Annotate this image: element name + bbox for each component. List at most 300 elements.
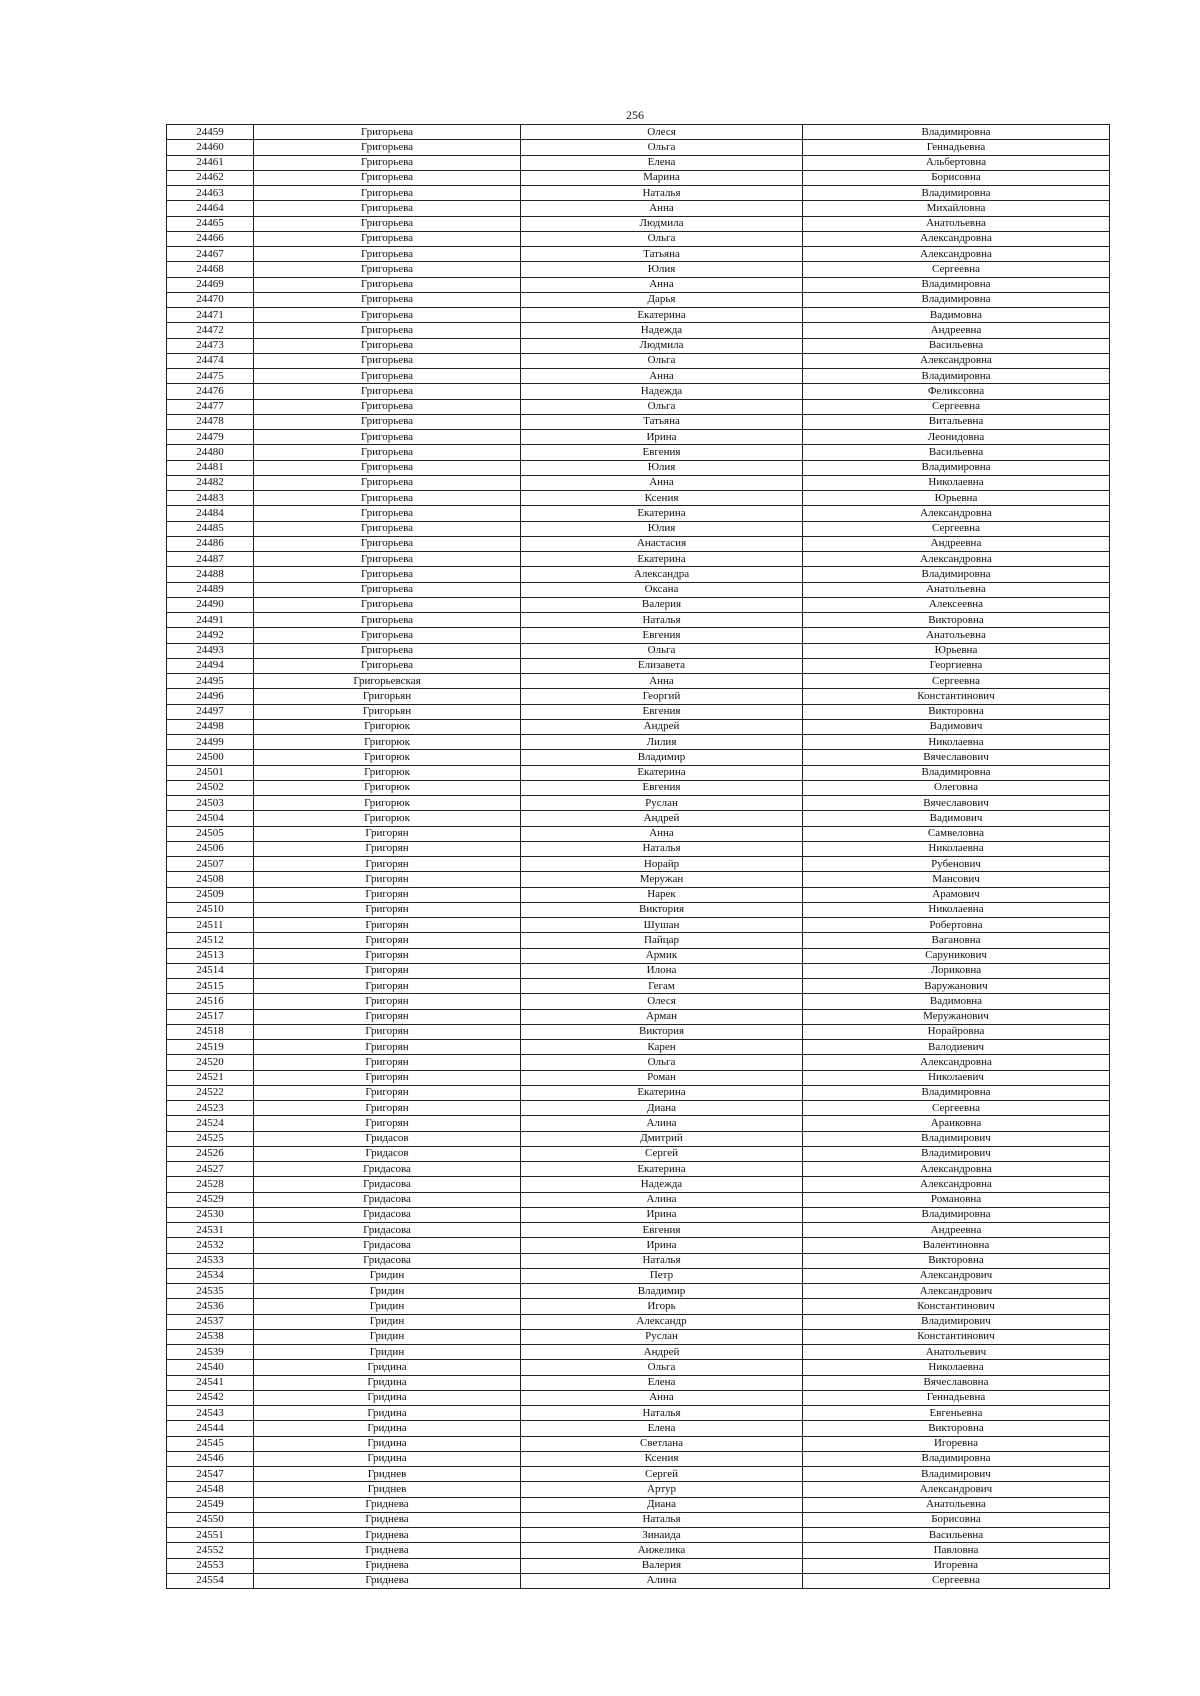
patronymic-cell: Юрьевна	[803, 491, 1110, 506]
last-name-cell: Гридина	[254, 1375, 521, 1390]
table-row	[167, 430, 1110, 445]
first-name-cell: Лилия	[521, 735, 803, 750]
patronymic-cell: Сергеевна	[803, 262, 1110, 277]
patronymic-cell: Владимировна	[803, 765, 1110, 780]
table-row	[167, 521, 1110, 536]
first-name-cell: Анна	[521, 277, 803, 292]
row-number-cell: 24497	[167, 704, 254, 719]
row-number-cell: 24519	[167, 1040, 254, 1055]
row-number-cell: 24544	[167, 1421, 254, 1436]
first-name-cell: Наталья	[521, 613, 803, 628]
first-name-cell: Сергей	[521, 1467, 803, 1482]
row-number-cell: 24505	[167, 826, 254, 841]
table-row	[167, 704, 1110, 719]
patronymic-cell: Валодиевич	[803, 1040, 1110, 1055]
row-number-cell: 24462	[167, 170, 254, 185]
last-name-cell: Гридин	[254, 1314, 521, 1329]
patronymic-cell: Борисовна	[803, 1512, 1110, 1527]
row-number-cell: 24482	[167, 475, 254, 490]
first-name-cell: Зинаида	[521, 1528, 803, 1543]
last-name-cell: Гридасов	[254, 1146, 521, 1161]
row-number-cell: 24516	[167, 994, 254, 1009]
last-name-cell: Григорян	[254, 1070, 521, 1085]
row-number-cell: 24491	[167, 613, 254, 628]
table-row	[167, 765, 1110, 780]
table-row	[167, 948, 1110, 963]
row-number-cell: 24480	[167, 445, 254, 460]
first-name-cell: Наталья	[521, 1253, 803, 1268]
table-row	[167, 963, 1110, 978]
first-name-cell: Наталья	[521, 1512, 803, 1527]
patronymic-cell: Вадимовна	[803, 308, 1110, 323]
first-name-cell: Анна	[521, 369, 803, 384]
first-name-cell: Ирина	[521, 430, 803, 445]
first-name-cell: Меружан	[521, 872, 803, 887]
patronymic-cell: Владимирович	[803, 1314, 1110, 1329]
table-row	[167, 918, 1110, 933]
row-number-cell: 24517	[167, 1009, 254, 1024]
row-number-cell: 24550	[167, 1512, 254, 1527]
patronymic-cell: Самвеловна	[803, 826, 1110, 841]
table-row	[167, 353, 1110, 368]
row-number-cell: 24468	[167, 262, 254, 277]
table-row	[167, 247, 1110, 262]
patronymic-cell: Норайровна	[803, 1024, 1110, 1039]
row-number-cell: 24477	[167, 399, 254, 414]
table-row	[167, 902, 1110, 917]
first-name-cell: Анна	[521, 475, 803, 490]
last-name-cell: Григорьева	[254, 353, 521, 368]
first-name-cell: Евгения	[521, 704, 803, 719]
row-number-cell: 24486	[167, 536, 254, 551]
patronymic-cell: Меружанович	[803, 1009, 1110, 1024]
row-number-cell: 24543	[167, 1406, 254, 1421]
patronymic-cell: Владимировна	[803, 1085, 1110, 1100]
row-number-cell: 24546	[167, 1451, 254, 1466]
table-row	[167, 674, 1110, 689]
table-row	[167, 872, 1110, 887]
last-name-cell: Григорьева	[254, 475, 521, 490]
last-name-cell: Гриднев	[254, 1467, 521, 1482]
last-name-cell: Гридин	[254, 1345, 521, 1360]
table-row	[167, 1497, 1110, 1512]
last-name-cell: Григорьева	[254, 277, 521, 292]
row-number-cell: 24511	[167, 918, 254, 933]
last-name-cell: Григорьева	[254, 521, 521, 536]
row-number-cell: 24537	[167, 1314, 254, 1329]
patronymic-cell: Олеговна	[803, 780, 1110, 795]
last-name-cell: Григорюк	[254, 796, 521, 811]
patronymic-cell: Геннадьевна	[803, 1390, 1110, 1405]
first-name-cell: Георгий	[521, 689, 803, 704]
first-name-cell: Светлана	[521, 1436, 803, 1451]
first-name-cell: Анна	[521, 201, 803, 216]
row-number-cell: 24487	[167, 552, 254, 567]
table-row	[167, 1543, 1110, 1558]
last-name-cell: Григорьева	[254, 582, 521, 597]
first-name-cell: Ирина	[521, 1207, 803, 1222]
last-name-cell: Гридина	[254, 1421, 521, 1436]
patronymic-cell: Константинович	[803, 1299, 1110, 1314]
row-number-cell: 24521	[167, 1070, 254, 1085]
last-name-cell: Григорьева	[254, 491, 521, 506]
row-number-cell: 24535	[167, 1284, 254, 1299]
first-name-cell: Анастасия	[521, 536, 803, 551]
patronymic-cell: Леонидовна	[803, 430, 1110, 445]
first-name-cell: Алина	[521, 1573, 803, 1588]
patronymic-cell: Владимировна	[803, 460, 1110, 475]
patronymic-cell: Васильевна	[803, 1528, 1110, 1543]
patronymic-cell: Константинович	[803, 689, 1110, 704]
last-name-cell: Григорян	[254, 1024, 521, 1039]
first-name-cell: Армик	[521, 948, 803, 963]
last-name-cell: Григорьева	[254, 643, 521, 658]
patronymic-cell: Анатольевна	[803, 1497, 1110, 1512]
patronymic-cell: Николаевна	[803, 1360, 1110, 1375]
last-name-cell: Григорян	[254, 1040, 521, 1055]
last-name-cell: Григорян	[254, 948, 521, 963]
last-name-cell: Григорьева	[254, 628, 521, 643]
row-number-cell: 24496	[167, 689, 254, 704]
patronymic-cell: Александрович	[803, 1482, 1110, 1497]
last-name-cell: Гридина	[254, 1436, 521, 1451]
last-name-cell: Григорьева	[254, 231, 521, 246]
patronymic-cell: Вячеславович	[803, 750, 1110, 765]
row-number-cell: 24489	[167, 582, 254, 597]
last-name-cell: Григорян	[254, 979, 521, 994]
table-row	[167, 292, 1110, 307]
last-name-cell: Гриднева	[254, 1558, 521, 1573]
first-name-cell: Гегам	[521, 979, 803, 994]
table-row	[167, 628, 1110, 643]
first-name-cell: Владимир	[521, 750, 803, 765]
table-row	[167, 582, 1110, 597]
last-name-cell: Гридасова	[254, 1238, 521, 1253]
table-row	[167, 811, 1110, 826]
table-row	[167, 1345, 1110, 1360]
row-number-cell: 24467	[167, 247, 254, 262]
last-name-cell: Григорюк	[254, 780, 521, 795]
first-name-cell: Норайр	[521, 857, 803, 872]
last-name-cell: Григорьева	[254, 445, 521, 460]
last-name-cell: Григорян	[254, 902, 521, 917]
table-row	[167, 1390, 1110, 1405]
first-name-cell: Ольга	[521, 643, 803, 658]
patronymic-cell: Саруникович	[803, 948, 1110, 963]
row-number-cell: 24514	[167, 963, 254, 978]
patronymic-cell: Николаевна	[803, 902, 1110, 917]
table-row	[167, 277, 1110, 292]
last-name-cell: Григорян	[254, 1101, 521, 1116]
patronymic-cell: Анатольевич	[803, 1345, 1110, 1360]
row-number-cell: 24465	[167, 216, 254, 231]
patronymic-cell: Александровна	[803, 231, 1110, 246]
patronymic-cell: Араиковна	[803, 1116, 1110, 1131]
table-row	[167, 186, 1110, 201]
table-row	[167, 643, 1110, 658]
last-name-cell: Григорян	[254, 933, 521, 948]
table-row	[167, 536, 1110, 551]
patronymic-cell: Рубенович	[803, 857, 1110, 872]
row-number-cell: 24503	[167, 796, 254, 811]
patronymic-cell: Вадимович	[803, 719, 1110, 734]
first-name-cell: Елена	[521, 1421, 803, 1436]
table-row	[167, 384, 1110, 399]
row-number-cell: 24506	[167, 841, 254, 856]
last-name-cell: Григорьева	[254, 308, 521, 323]
row-number-cell: 24460	[167, 140, 254, 155]
last-name-cell: Григорьян	[254, 689, 521, 704]
row-number-cell: 24469	[167, 277, 254, 292]
patronymic-cell: Павловна	[803, 1543, 1110, 1558]
first-name-cell: Алина	[521, 1116, 803, 1131]
row-number-cell: 24548	[167, 1482, 254, 1497]
row-number-cell: 24518	[167, 1024, 254, 1039]
table-row	[167, 1421, 1110, 1436]
patronymic-cell: Александрович	[803, 1284, 1110, 1299]
row-number-cell: 24531	[167, 1223, 254, 1238]
patronymic-cell: Алексеевна	[803, 597, 1110, 612]
row-number-cell: 24478	[167, 414, 254, 429]
table-row	[167, 1375, 1110, 1390]
row-number-cell: 24504	[167, 811, 254, 826]
last-name-cell: Григорюк	[254, 765, 521, 780]
first-name-cell: Артур	[521, 1482, 803, 1497]
first-name-cell: Людмила	[521, 216, 803, 231]
row-number-cell: 24475	[167, 369, 254, 384]
table-row	[167, 1131, 1110, 1146]
first-name-cell: Татьяна	[521, 247, 803, 262]
patronymic-cell: Вячеславовна	[803, 1375, 1110, 1390]
row-number-cell: 24536	[167, 1299, 254, 1314]
last-name-cell: Григорьева	[254, 201, 521, 216]
patronymic-cell: Владимировна	[803, 369, 1110, 384]
first-name-cell: Анжелика	[521, 1543, 803, 1558]
first-name-cell: Олеся	[521, 994, 803, 1009]
table-row	[167, 140, 1110, 155]
row-number-cell: 24520	[167, 1055, 254, 1070]
row-number-cell: 24470	[167, 292, 254, 307]
page-number: 256	[626, 108, 644, 122]
patronymic-cell: Васильевна	[803, 338, 1110, 353]
first-name-cell: Шушан	[521, 918, 803, 933]
table-row	[167, 155, 1110, 170]
first-name-cell: Ксения	[521, 491, 803, 506]
first-name-cell: Андрей	[521, 811, 803, 826]
first-name-cell: Анна	[521, 674, 803, 689]
patronymic-cell: Викторовна	[803, 1421, 1110, 1436]
last-name-cell: Гриднев	[254, 1482, 521, 1497]
patronymic-cell: Владимирович	[803, 1467, 1110, 1482]
table-row	[167, 1009, 1110, 1024]
row-number-cell: 24533	[167, 1253, 254, 1268]
table-row	[167, 933, 1110, 948]
table-row	[167, 475, 1110, 490]
last-name-cell: Григорян	[254, 1085, 521, 1100]
table-row	[167, 262, 1110, 277]
row-number-cell: 24459	[167, 125, 254, 140]
last-name-cell: Григорюк	[254, 719, 521, 734]
table-row	[167, 613, 1110, 628]
table-row	[167, 1223, 1110, 1238]
first-name-cell: Анна	[521, 826, 803, 841]
patronymic-cell: Владимировна	[803, 125, 1110, 140]
patronymic-cell: Лориковна	[803, 963, 1110, 978]
first-name-cell: Евгения	[521, 628, 803, 643]
patronymic-cell: Владимирович	[803, 1146, 1110, 1161]
table-row	[167, 1024, 1110, 1039]
last-name-cell: Гридина	[254, 1390, 521, 1405]
first-name-cell: Валерия	[521, 1558, 803, 1573]
last-name-cell: Григорьева	[254, 262, 521, 277]
row-number-cell: 24481	[167, 460, 254, 475]
table-row	[167, 216, 1110, 231]
first-name-cell: Екатерина	[521, 308, 803, 323]
last-name-cell: Григорьева	[254, 125, 521, 140]
patronymic-cell: Владимировна	[803, 567, 1110, 582]
table-row	[167, 552, 1110, 567]
patronymic-cell: Борисовна	[803, 170, 1110, 185]
first-name-cell: Наталья	[521, 186, 803, 201]
last-name-cell: Григорьева	[254, 216, 521, 231]
last-name-cell: Гридасова	[254, 1192, 521, 1207]
row-number-cell: 24488	[167, 567, 254, 582]
first-name-cell: Валерия	[521, 597, 803, 612]
first-name-cell: Сергей	[521, 1146, 803, 1161]
row-number-cell: 24485	[167, 521, 254, 536]
first-name-cell: Роман	[521, 1070, 803, 1085]
table-row	[167, 1177, 1110, 1192]
patronymic-cell: Вячеславович	[803, 796, 1110, 811]
table-row	[167, 1055, 1110, 1070]
first-name-cell: Ольга	[521, 353, 803, 368]
first-name-cell: Татьяна	[521, 414, 803, 429]
first-name-cell: Юлия	[521, 521, 803, 536]
last-name-cell: Гридина	[254, 1406, 521, 1421]
patronymic-cell: Игоревна	[803, 1436, 1110, 1451]
row-number-cell: 24541	[167, 1375, 254, 1390]
patronymic-cell: Константинович	[803, 1329, 1110, 1344]
row-number-cell: 24501	[167, 765, 254, 780]
first-name-cell: Елена	[521, 1375, 803, 1390]
first-name-cell: Александра	[521, 567, 803, 582]
last-name-cell: Гриднева	[254, 1528, 521, 1543]
table-row	[167, 1512, 1110, 1527]
patronymic-cell: Николаевич	[803, 1070, 1110, 1085]
patronymic-cell: Владимирович	[803, 1131, 1110, 1146]
first-name-cell: Ольга	[521, 1055, 803, 1070]
table-row	[167, 1101, 1110, 1116]
row-number-cell: 24528	[167, 1177, 254, 1192]
last-name-cell: Григорян	[254, 872, 521, 887]
patronymic-cell: Вадимович	[803, 811, 1110, 826]
row-number-cell: 24522	[167, 1085, 254, 1100]
last-name-cell: Гридасов	[254, 1131, 521, 1146]
row-number-cell: 24479	[167, 430, 254, 445]
last-name-cell: Григорьева	[254, 292, 521, 307]
table-row	[167, 1573, 1110, 1588]
row-number-cell: 24513	[167, 948, 254, 963]
last-name-cell: Григорян	[254, 841, 521, 856]
patronymic-cell: Сергеевна	[803, 399, 1110, 414]
patronymic-cell: Николаевна	[803, 735, 1110, 750]
first-name-cell: Евгения	[521, 445, 803, 460]
last-name-cell: Григорьева	[254, 658, 521, 673]
row-number-cell: 24523	[167, 1101, 254, 1116]
first-name-cell: Наталья	[521, 1406, 803, 1421]
patronymic-cell: Сергеевна	[803, 1573, 1110, 1588]
first-name-cell: Надежда	[521, 384, 803, 399]
patronymic-cell: Вагановна	[803, 933, 1110, 948]
first-name-cell: Олеся	[521, 125, 803, 140]
patronymic-cell: Александровна	[803, 353, 1110, 368]
registry-table	[166, 124, 1110, 1589]
table-row	[167, 369, 1110, 384]
last-name-cell: Гридасова	[254, 1177, 521, 1192]
last-name-cell: Григорьева	[254, 369, 521, 384]
table-row	[167, 567, 1110, 582]
patronymic-cell: Андреевна	[803, 323, 1110, 338]
row-number-cell: 24538	[167, 1329, 254, 1344]
patronymic-cell: Александровна	[803, 1162, 1110, 1177]
first-name-cell: Ксения	[521, 1451, 803, 1466]
last-name-cell: Григорян	[254, 1009, 521, 1024]
first-name-cell: Екатерина	[521, 506, 803, 521]
first-name-cell: Оксана	[521, 582, 803, 597]
last-name-cell: Григорьева	[254, 506, 521, 521]
row-number-cell: 24530	[167, 1207, 254, 1222]
table-row	[167, 887, 1110, 902]
table-row	[167, 1207, 1110, 1222]
last-name-cell: Григорюк	[254, 750, 521, 765]
last-name-cell: Григорьева	[254, 536, 521, 551]
last-name-cell: Григорьева	[254, 323, 521, 338]
last-name-cell: Григорьева	[254, 567, 521, 582]
last-name-cell: Григорьева	[254, 384, 521, 399]
table-row	[167, 826, 1110, 841]
first-name-cell: Екатерина	[521, 1162, 803, 1177]
row-number-cell: 24492	[167, 628, 254, 643]
patronymic-cell: Александровна	[803, 552, 1110, 567]
patronymic-cell: Романовна	[803, 1192, 1110, 1207]
last-name-cell: Гридина	[254, 1360, 521, 1375]
table-row	[167, 1451, 1110, 1466]
first-name-cell: Юлия	[521, 262, 803, 277]
row-number-cell: 24464	[167, 201, 254, 216]
row-number-cell: 24542	[167, 1390, 254, 1405]
table-row	[167, 1146, 1110, 1161]
table-row	[167, 1329, 1110, 1344]
last-name-cell: Григорян	[254, 994, 521, 1009]
last-name-cell: Григорян	[254, 826, 521, 841]
last-name-cell: Гридина	[254, 1451, 521, 1466]
last-name-cell: Григорян	[254, 887, 521, 902]
last-name-cell: Григорян	[254, 1055, 521, 1070]
first-name-cell: Ольга	[521, 231, 803, 246]
patronymic-cell: Андреевна	[803, 1223, 1110, 1238]
patronymic-cell: Васильевна	[803, 445, 1110, 460]
first-name-cell: Андрей	[521, 1345, 803, 1360]
last-name-cell: Григорьевская	[254, 674, 521, 689]
row-number-cell: 24494	[167, 658, 254, 673]
first-name-cell: Людмила	[521, 338, 803, 353]
first-name-cell: Виктория	[521, 1024, 803, 1039]
row-number-cell: 24483	[167, 491, 254, 506]
first-name-cell: Игорь	[521, 1299, 803, 1314]
last-name-cell: Григорьева	[254, 140, 521, 155]
row-number-cell: 24471	[167, 308, 254, 323]
patronymic-cell: Юрьевна	[803, 643, 1110, 658]
